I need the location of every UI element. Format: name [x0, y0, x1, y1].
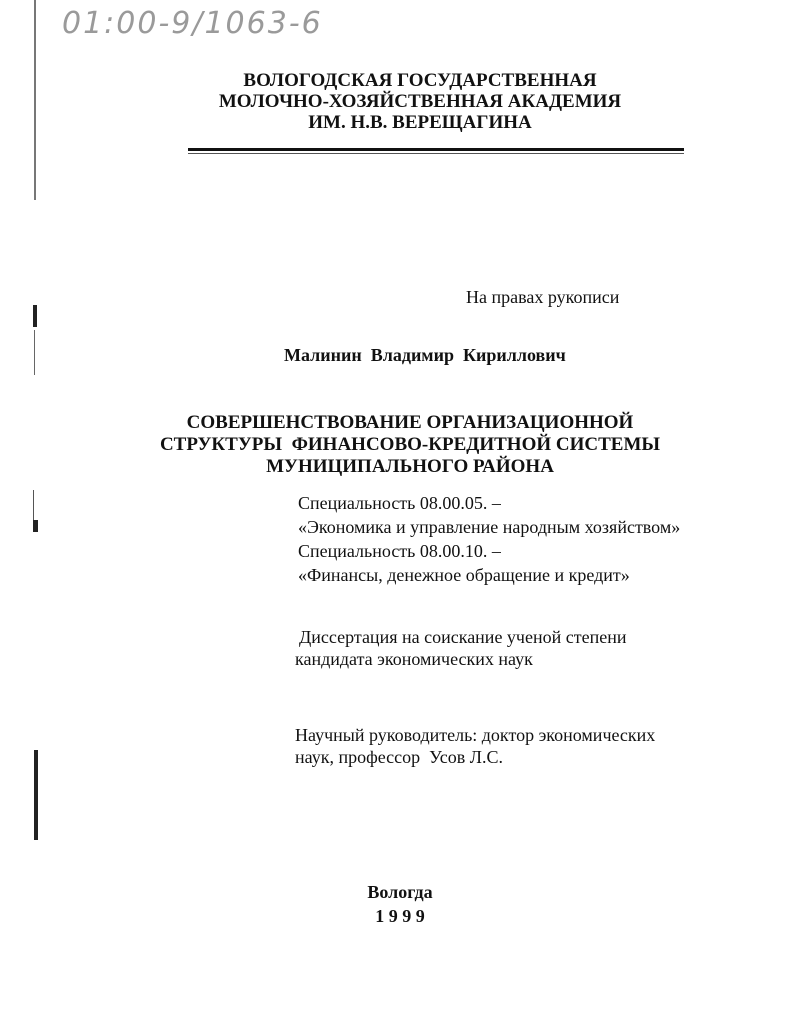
scan-artifact	[34, 0, 36, 200]
institution-line: ВОЛОГОДСКАЯ ГОСУДАРСТВЕННАЯ	[243, 70, 597, 91]
supervisor-line: Научный руководитель: доктор экономических	[295, 725, 656, 745]
specialty-line: «Финансы, денежное обращение и кредит»	[298, 565, 630, 585]
degree-line: Диссертация на соискание ученой степени	[299, 627, 627, 647]
city: Вологда	[367, 882, 433, 902]
specialty-line: «Экономика и управление народным хозяйством»	[298, 517, 681, 537]
scan-artifact	[33, 520, 38, 532]
header-divider	[188, 148, 684, 151]
header-divider-thin	[188, 153, 684, 154]
specialty-line: Специальность 08.00.05. –	[298, 493, 501, 513]
scan-artifact	[33, 490, 34, 520]
scan-artifact	[34, 750, 38, 840]
scan-artifact	[34, 330, 35, 375]
imprint	[350, 880, 450, 928]
institution-header	[160, 70, 680, 133]
author-name: Малинин Владимир Кириллович	[284, 345, 566, 365]
manuscript-note: На правах рукописи	[466, 287, 620, 307]
specialties	[298, 491, 680, 587]
title-line: МУНИЦИПАЛЬНОГО РАЙОНА	[266, 456, 554, 477]
degree-line: кандидата экономических наук	[295, 649, 533, 669]
year: 1 9 9 9	[375, 906, 425, 926]
supervisor	[295, 724, 655, 768]
handwritten-archive-number: 01:00-9/1063-6	[62, 6, 323, 41]
supervisor-line: наук, профессор Усов Л.С.	[295, 747, 503, 767]
title-line: СТРУКТУРЫ ФИНАНСОВО-КРЕДИТНОЙ СИСТЕМЫ	[159, 434, 661, 455]
degree-statement	[295, 626, 626, 670]
institution-line: ИМ. Н.В. ВЕРЕЩАГИНА	[308, 112, 532, 133]
scan-artifact	[33, 305, 37, 327]
institution-line: МОЛОЧНО-ХОЗЯЙСТВЕННАЯ АКАДЕМИЯ	[218, 91, 622, 112]
specialty-line: Специальность 08.00.10. –	[298, 541, 501, 561]
dissertation-title	[150, 412, 670, 478]
title-line: СОВЕРШЕНСТВОВАНИЕ ОРГАНИЗАЦИОННОЙ	[186, 412, 634, 433]
